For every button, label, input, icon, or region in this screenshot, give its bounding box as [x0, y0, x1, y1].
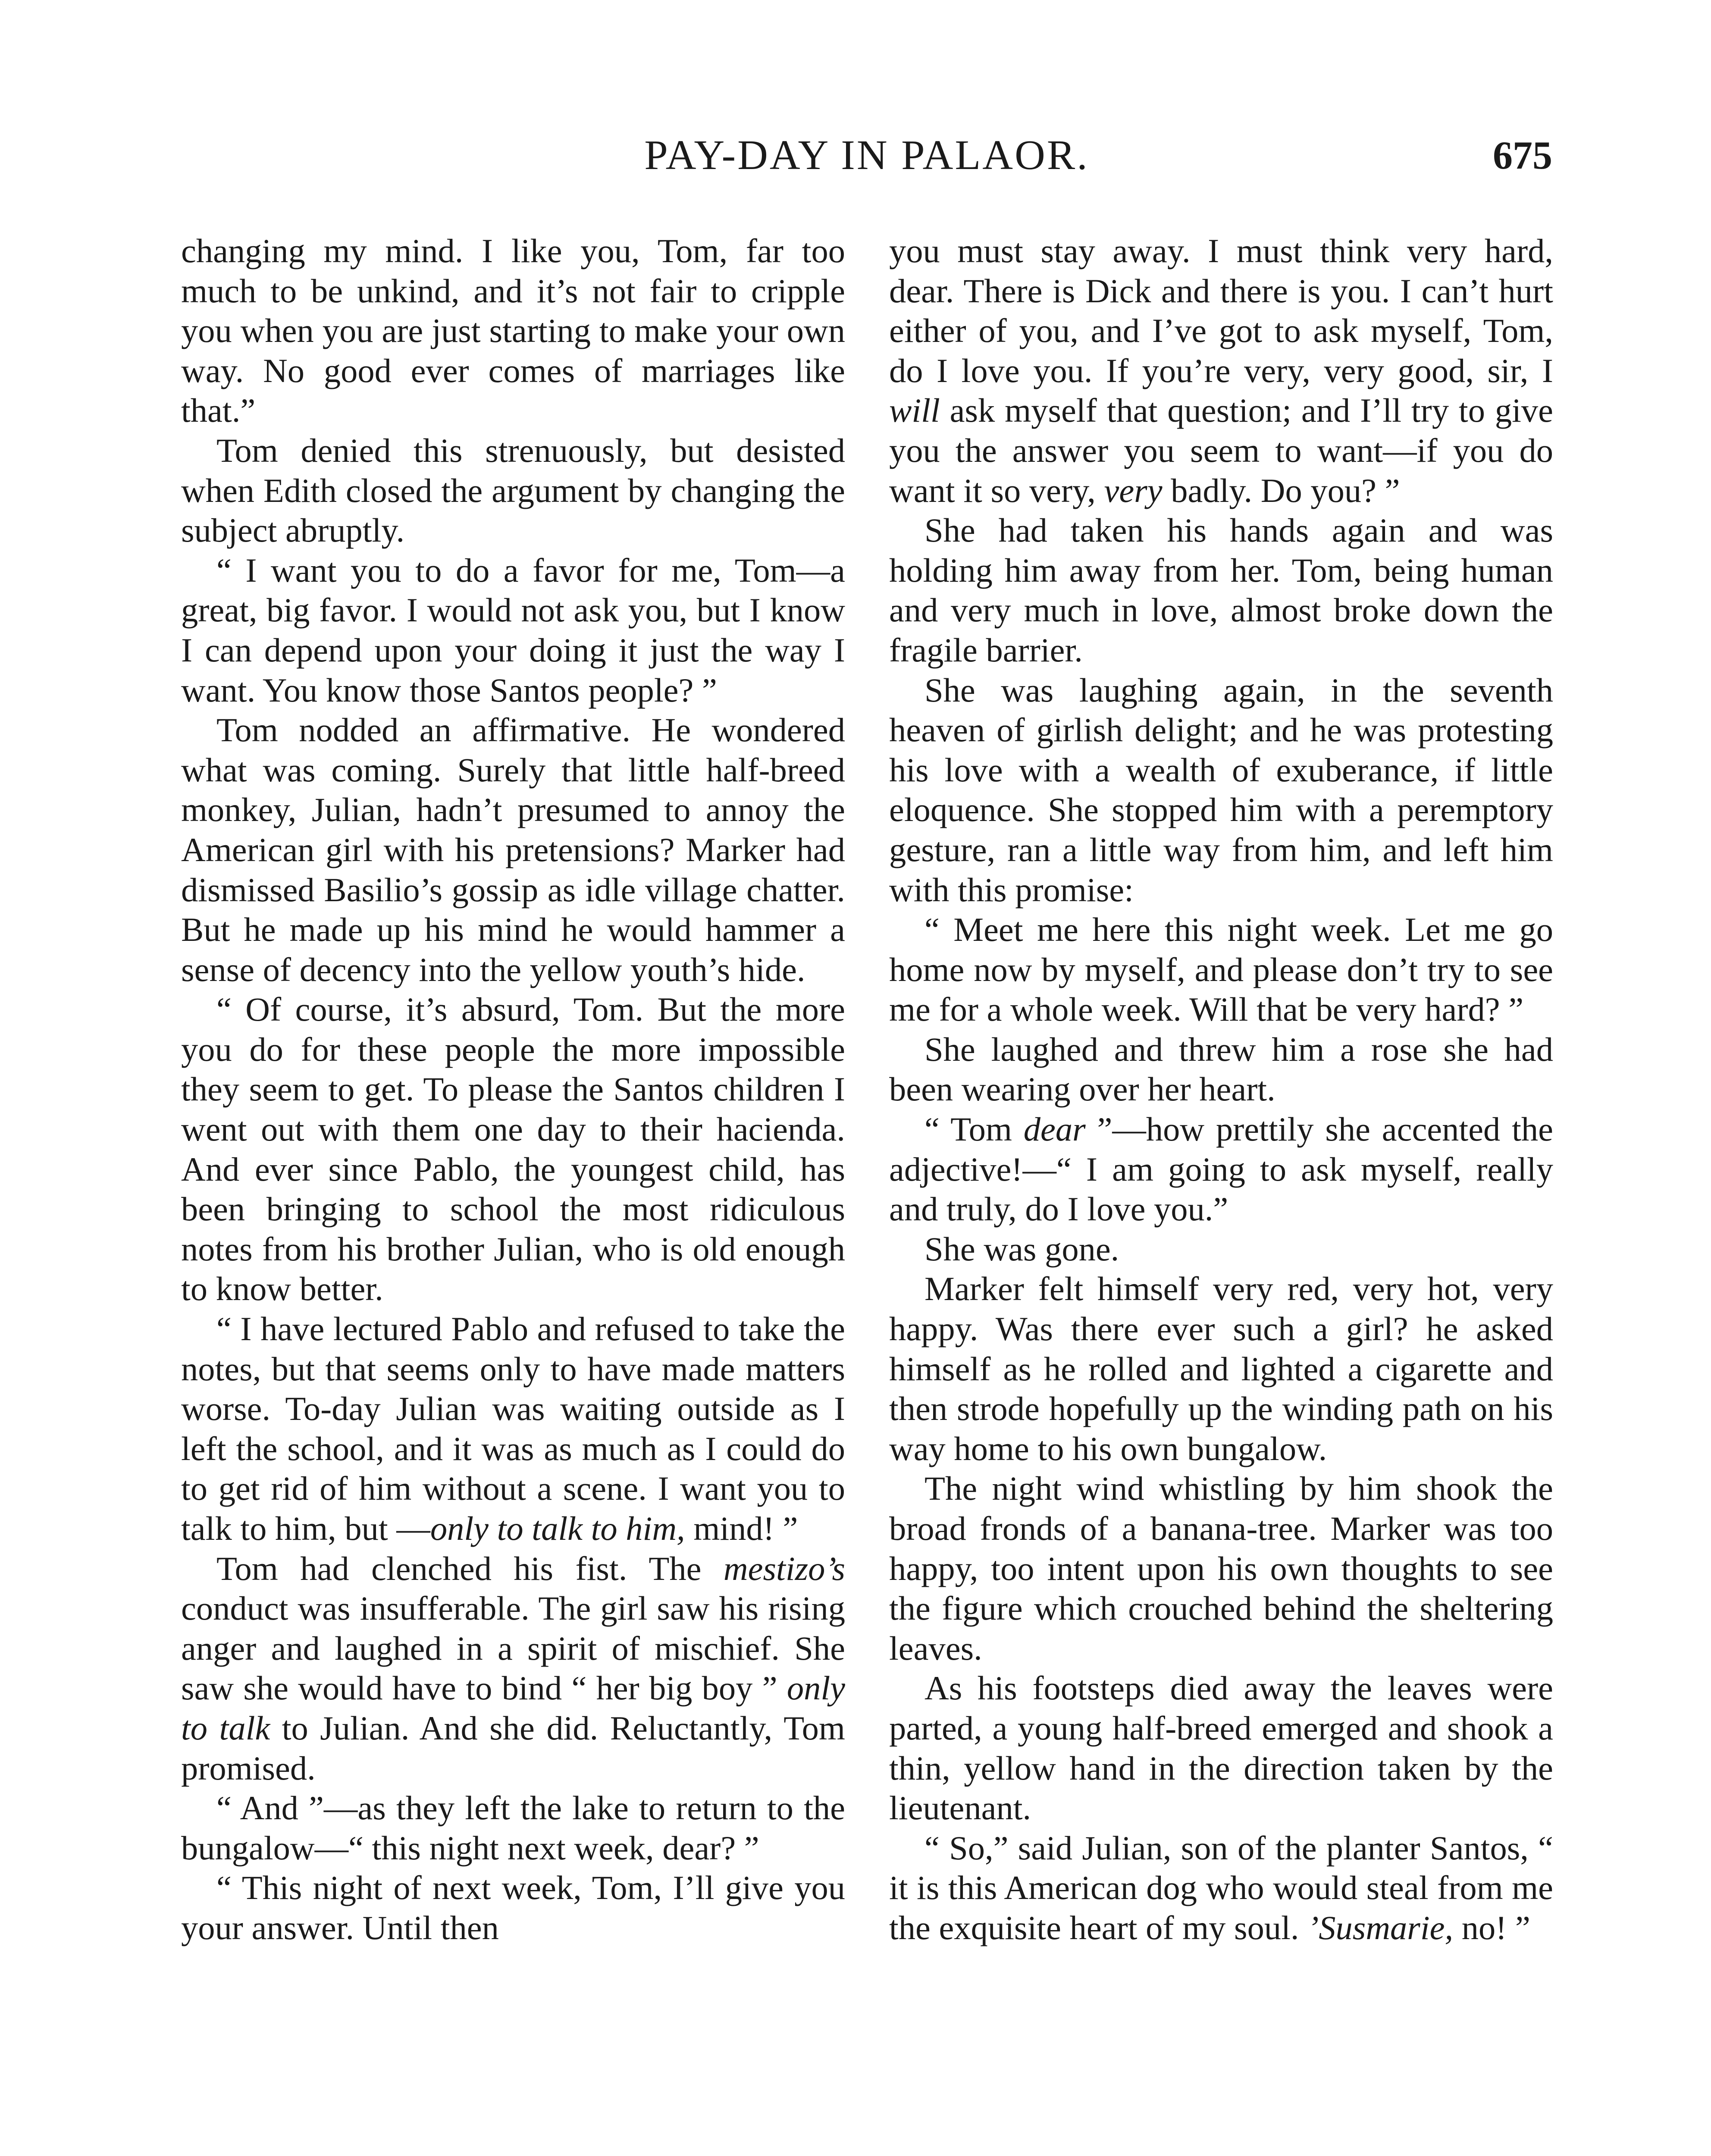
paragraph: “ Meet me here this night week. Let me go home now by myself, and please don’t try to see me for a whole week. Will that be very hard? ” [889, 911, 1553, 1028]
paragraph: “ I have lectured Pablo and refused to take the notes, but that seems only to have made matters worse. To-day Julian was waiting outside as I left the school, and it was as much as I could do to get rid of him without a scene. I want you to talk to him, but —only to talk to him, mind! ” [181, 1310, 845, 1547]
paragraph: you must stay away. I must think very hard, dear. There is Dick and there is you. I can’t hurt either of you, and I’ve got to ask myself, Tom, do I love you. If you’re very, very good, sir, I will ask myself that question; and I’ll try to give you the answer you seem to want—if you do want it so very, very badly. Do you? ” [889, 232, 1553, 509]
paragraph: The night wind whistling by him shook the broad fronds of a banana-tree. Marker was too happy, too intent upon his own thoughts to see the figure which crouched behind the sheltering leaves. [889, 1470, 1553, 1667]
paragraph: “ I want you to do a favor for me, Tom—a great, big favor. I would not ask you, but I know I can depend upon your doing it just the way I want. You know those Santos people? ” [181, 551, 845, 709]
paragraph: “ Tom dear ”—how prettily she accented the adjective!—“ I am going to ask myself, really and truly, do I love you.” [889, 1110, 1553, 1228]
paragraph: Tom denied this strenuously, but desisted when Edith closed the argument by changing the subject abruptly. [181, 431, 845, 549]
paragraph: She laughed and threw him a rose she had been wearing over her heart. [889, 1030, 1553, 1108]
running-head [181, 129, 1552, 181]
paragraph: She was laughing again, in the seventh heaven of girlish delight; and he was protesting his love with a wealth of exuberance, if little eloquence. She stopped him with a peremptory gesture, ran a little way from him, and left him with this promise: [889, 671, 1553, 909]
paragraph: Tom had clenched his fist. The mestizo’s conduct was insufferable. The girl saw his rising anger and laughed in a spirit of mischief. She saw she would have to bind “ her big boy ” only to talk to Julian. And she did. Reluctantly, Tom promised. [181, 1549, 845, 1787]
page-number: 675 [1493, 133, 1552, 177]
paragraph: She was gone. [924, 1230, 1119, 1268]
paragraph: “ And ”—as they left the lake to return to the bungalow—“ this night next week, dear? ” [181, 1789, 845, 1867]
right-column [889, 231, 1553, 1948]
paragraph: She had taken his hands again and was holding him away from her. Tom, being human and very much in love, almost broke down the fragile barrier. [889, 511, 1553, 669]
paragraph: As his footsteps died away the leaves were parted, a young half-breed emerged and shook a thin, yellow hand in the direction taken by the lieutenant. [889, 1669, 1553, 1827]
paragraph: “ This night of next week, Tom, I’ll give you your answer. Until then [181, 1869, 845, 1946]
paragraph: “ Of course, it’s absurd, Tom. But the more you do for these people the more impossible they seem to get. To please the Santos children I went out with them one day to their hacienda. And ever since Pablo, the youngest child, has been bringing to school the most ridiculous notes from his brother Julian, who is old enough to know better. [181, 990, 845, 1308]
paragraph: Tom nodded an affirmative. He wondered what was coming. Surely that little half-breed monkey, Julian, hadn’t presumed to annoy the American girl with his pretensions? Marker had dismissed Basilio’s gossip as idle village chatter. But he made up his mind he would hammer a sense of decency into the yellow youth’s hide. [181, 711, 845, 988]
paragraph: “ So,” said Julian, son of the planter Santos, “ it is this American dog who would steal from me the exquisite heart of my soul. ’Susmarie, no! ” [889, 1829, 1553, 1946]
paragraph: changing my mind. I like you, Tom, far too much to be unkind, and it’s not fair to cripple you when you are just starting to make your own way. No good ever comes of marriages like that.” [181, 232, 845, 429]
paragraph: Marker felt himself very red, very hot, very happy. Was there ever such a girl? he asked himself as he rolled and lighted a cigarette and then strode hopefully up the winding path on his way home to his own bungalow. [889, 1270, 1553, 1467]
left-column [181, 231, 845, 1948]
page-title: PAY-DAY IN PALAOR. [644, 132, 1089, 179]
